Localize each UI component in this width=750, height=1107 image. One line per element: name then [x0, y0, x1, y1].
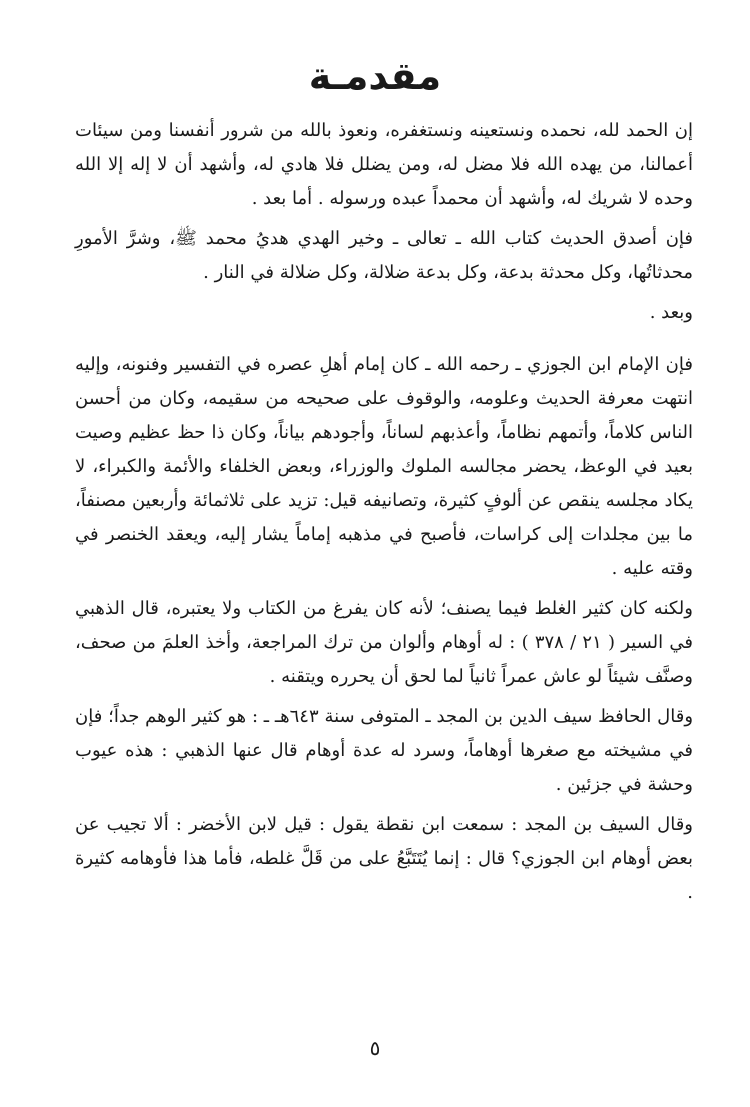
paragraph-opening: إن الحمد لله، نحمده ونستعينه ونستغفره، ونعوذ بالله من شرور أنفسنا ومن سيئات أعمالنا، من يهده الله فلا مضل له، ومن يضلل فلا هادي له، وأشهد أن لا إله إلا الله وحده لا شريك له، وأشهد أن محمداً عبده ورسوله . أما بعد . [75, 120, 693, 209]
paragraph-saif-aldin: وقال الحافظ سيف الدين بن المجد ـ المتوفى سنة ٦٤٣هـ ـ : هو كثير الوهم جداً؛ فإن في مشيخته مع صغرها أوهاماً، وسرد له عدة أوهام قال عنها الذهبي : هذه عيوب وحشة في جزئين . [75, 706, 694, 795]
paragraph-hadith: فإن أصدق الحديث كتاب الله ـ تعالى ـ وخير الهدي هديُ محمد ﷺ، وشرَّ الأمورِ محدثاتُها، وكل محدثة بدعة، وكل بدعة ضلالة، وكل ضلالة في النار . [75, 228, 693, 283]
page-number: ٥ [369, 1036, 381, 1060]
paragraph-errors: ولكنه كان كثير الغلط فيما يصنف؛ لأنه كان يفرغ من الكتاب ولا يعتبره، قال الذهبي في السير ( ٢١ / ٣٧٨ ) : له أوهام وألوان من ترك المراجعة، وأخذ العلمَ من صحف، وصنَّف شيئاً لو عاش عمراً ثانياً لما لحق أن يحرره ويتقنه . [75, 598, 693, 687]
paragraph-ibn-aljawzi: فإن الإمام ابن الجوزي ـ رحمه الله ـ كان إمام أهلِ عصره في التفسير وفنونه، وإليه انتهت معرفة الحديث وعلومه، والوقوف على صحيحه من سقيمه، وكان من أحسن الناس كلاماً، وأتمهم نظاماً، وأعذبهم لساناً، وأجودهم بياناً، وكان ذا حظ عظيم وصيت بعيد في الوعظ، يحضر مجالسه الملوك والوزراء، وبعض الخلفاء والأئمة والكبراء، لا يكاد مجلسه ينقص عن ألوفٍ كثيرة، وتصانيفه قيل: تزيد على ثلاثمائة وأربعين مصنفاً، ما بين مجلدات إلى كراسات، فأصبح في مذهبه إماماً يشار إليه، ويعقد الخنصر في وقته عليه . [75, 354, 693, 579]
page-title: مقدمـة [308, 54, 442, 98]
page-body [75, 114, 693, 916]
paragraph-wabaad: وبعد . [649, 302, 693, 323]
paragraph-gap [75, 336, 693, 348]
paragraph-ibn-nuqta: وقال السيف بن المجد : سمعت ابن نقطة يقول : قيل لابن الأخضر : ألا تجيب عن بعض أوهام ابن الجوزي؟ قال : إنما يُتَتَبَّعُ على من قَلَّ غلطه، فأما هذا فأوهامه كثيرة . [75, 814, 693, 903]
